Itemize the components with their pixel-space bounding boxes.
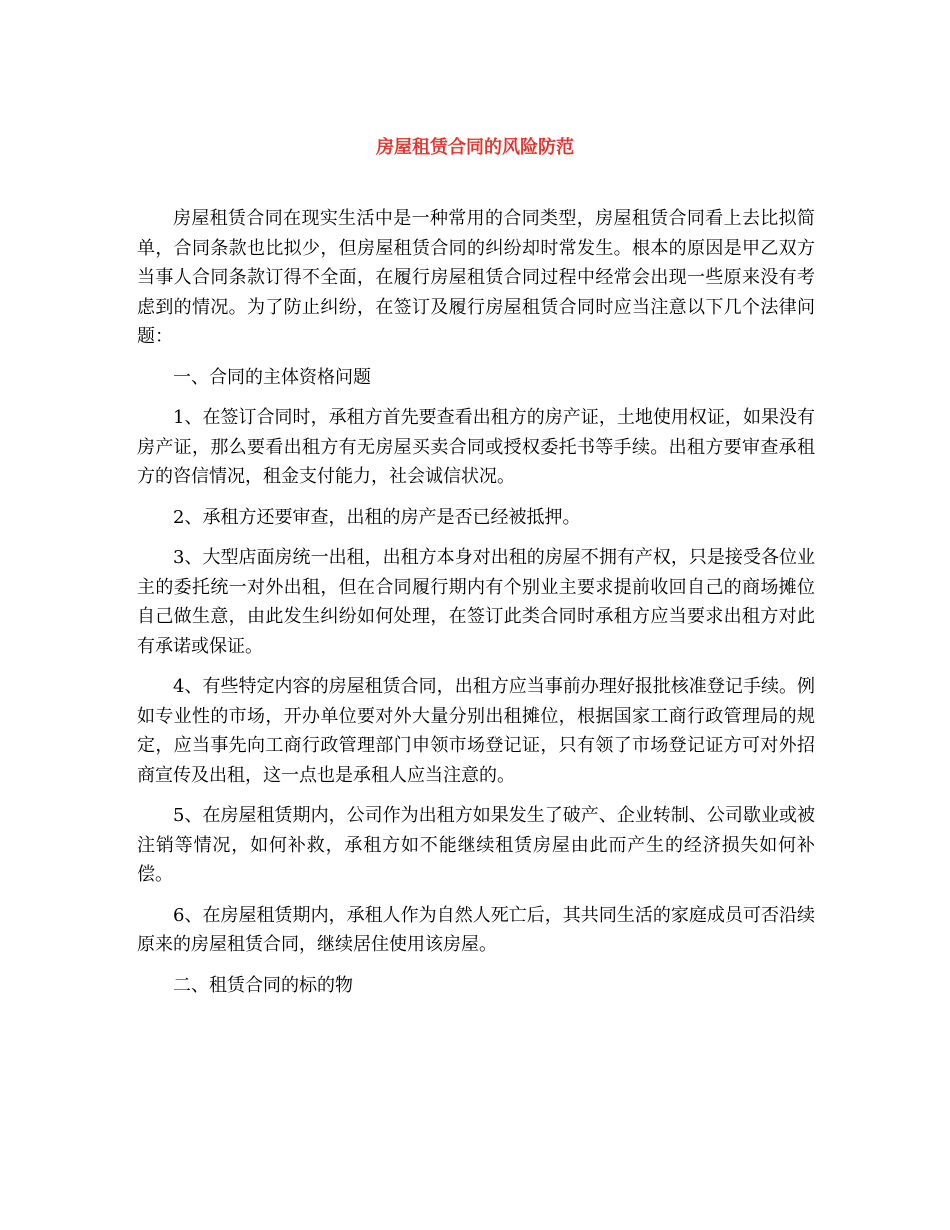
document-title: 房屋租赁合同的风险防范 [376, 137, 574, 158]
paragraph-item-2: 2、承租方还要审查，出租的房产是否已经被抵押。 [173, 506, 581, 528]
paragraph-item-3: 3、大型店面房统一出租，出租方本身对出租的房屋不拥有产权，只是接受各位业主的委托统一对外出租，但在合同履行期内有个别业主要求提前收回自己的商场摊位自己做生意，由此发生纠纷如何处理，在签订此类合同时承租方应当要求出租方对此有承诺或保证。 [137, 547, 815, 657]
paragraph-item-4: 4、有些特定内容的房屋租赁合同，出租方应当事前办理好报批核准登记手续。例如专业性的市场，开办单位要对外大量分别出租摊位，根据国家工商行政管理局的规定，应当事先向工商行政管理部门申领市场登记证，只有领了市场登记证方可对外招商宣传及出租，这一点也是承租人应当注意的。 [137, 676, 815, 786]
document-body [137, 204, 815, 1011]
section-heading-subject-qualification: 一、合同的主体资格问题 [173, 366, 371, 388]
paragraph-intro: 房屋租赁合同在现实生活中是一种常用的合同类型，房屋租赁合同看上去比拟简单，合同条款也比拟少，但房屋租赁合同的纠纷却时常发生。根本的原因是甲乙双方当事人合同条款订得不全面，在履行房屋租赁合同过程中经常会出现一些原来没有考虑到的情况。为了防止纠纷，在签订及履行房屋租赁合同时应当注意以下几个法律问题： [137, 208, 815, 347]
paragraph-item-1: 1、在签订合同时，承租方首先要查看出租方的房产证，土地使用权证，如果没有房产证，那么要看出租方有无房屋买卖合同或授权委托书等手续。出租方要审查承租方的咨信情况，租金支付能力，社会诚信状况。 [137, 407, 815, 487]
paragraph-item-6: 6、在房屋租赁期内，承租人作为自然人死亡后，其共同生活的家庭成员可否沿续原来的房屋租赁合同，继续居住使用该房屋。 [137, 904, 815, 955]
paragraph-item-5: 5、在房屋租赁期内，公司作为出租方如果发生了破产、企业转制、公司歇业或被注销等情况，如何补救，承租方如不能继续租赁房屋由此而产生的经济损失如何补偿。 [137, 805, 815, 885]
section-heading-lease-object: 二、租赁合同的标的物 [173, 974, 353, 996]
